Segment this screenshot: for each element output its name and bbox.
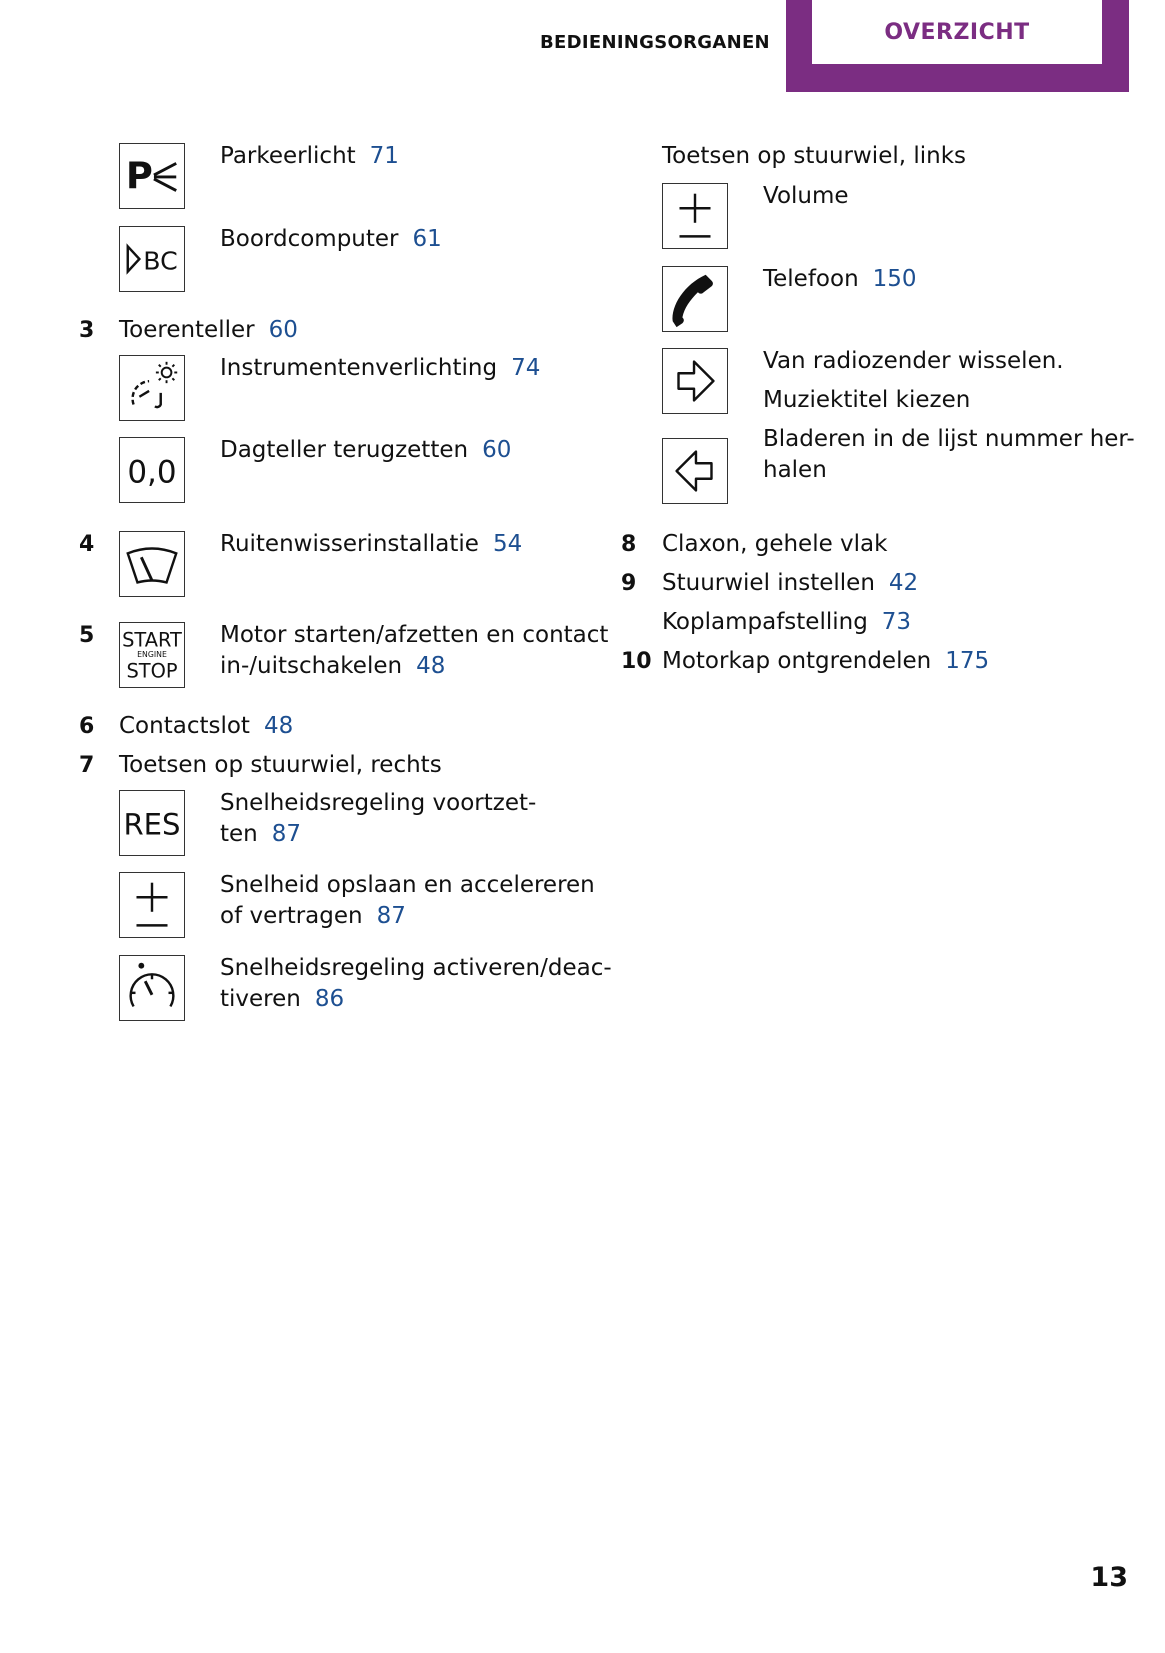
- item-number-8: 8: [621, 532, 637, 557]
- claxon-label: Claxon, gehele vlak: [662, 531, 888, 557]
- koplamp-entry: [662, 607, 911, 638]
- motorkap-label: Motorkap ontgrendelen: [662, 648, 932, 674]
- instrumentenverlichting-entry: [220, 353, 540, 384]
- telefoon-page-link[interactable]: 150: [872, 266, 917, 292]
- motorkap-page-link[interactable]: 175: [945, 648, 990, 674]
- radio-line4: halen: [763, 457, 827, 483]
- telefoon-entry: [763, 264, 917, 295]
- toerenteller-label: Toerenteller: [119, 317, 255, 343]
- toerenteller-entry: [119, 315, 298, 346]
- boordcomputer-entry: [220, 224, 442, 255]
- ruitenwisser-label: Ruitenwisserinstallatie: [220, 531, 479, 557]
- toetsen-rechts-heading: Toetsen op stuurwiel, rechts: [119, 752, 442, 778]
- ruitenwisser-entry: [220, 529, 522, 560]
- chapter-tab: [786, 0, 1129, 92]
- item-number-3: 3: [79, 318, 95, 343]
- stuurwiel-label: Stuurwiel instellen: [662, 570, 875, 596]
- item-number-10: 10: [621, 649, 652, 674]
- radio-line2: Muziektitel kiezen: [763, 387, 971, 413]
- page-number: 13: [1090, 1562, 1128, 1593]
- contactslot-entry: [119, 711, 293, 742]
- volume-icon: [662, 183, 728, 249]
- plus-minus-icon: [119, 872, 185, 938]
- item-number-4: 4: [79, 532, 95, 557]
- board-computer-icon: [119, 226, 185, 292]
- motorkap-entry: [662, 646, 989, 677]
- res-icon: [119, 790, 185, 856]
- res-icon-text: RES: [123, 807, 181, 842]
- section-label: BEDIENINGSORGANEN: [540, 32, 770, 53]
- instrumentenverlichting-label: Instrumentenverlichting: [220, 355, 498, 381]
- stuurwiel-entry: [662, 568, 918, 599]
- trip-reset-icon: [119, 437, 185, 503]
- cruise-line2: tiveren: [220, 986, 301, 1012]
- stuurwiel-page-link[interactable]: 42: [888, 570, 919, 596]
- start-stop-icon: [119, 622, 185, 688]
- start-stop-page-link[interactable]: 48: [416, 653, 446, 679]
- cruise-line1: Snelheidsregeling activeren/deac-: [220, 955, 612, 981]
- res-line1: Snelheidsregeling voortzet-: [220, 790, 537, 816]
- cruise-control-icon: [119, 955, 185, 1021]
- phone-icon: [662, 266, 728, 332]
- contactslot-label: Contactslot: [119, 713, 250, 739]
- parkeerlicht-page-link[interactable]: 71: [369, 143, 399, 169]
- dagteller-page-link[interactable]: 60: [482, 437, 512, 463]
- stop-icon-text: STOP: [126, 659, 178, 683]
- plusmin-entry: [220, 870, 595, 932]
- trip-icon-text: 0,0: [127, 454, 177, 491]
- instrument-lighting-icon: [119, 355, 185, 421]
- parking-light-icon: [119, 143, 185, 209]
- start-stop-entry: [220, 620, 608, 682]
- koplamp-label: Koplampafstelling: [662, 609, 868, 635]
- start-icon-text: START: [122, 628, 182, 652]
- radio-entry: [763, 346, 1135, 486]
- item-number-9: 9: [621, 571, 637, 596]
- toetsen-links-heading: Toetsen op stuurwiel, links: [662, 143, 967, 169]
- cruise-entry: [220, 953, 612, 1015]
- svg-text:P: P: [125, 154, 153, 198]
- bc-icon-text: BC: [143, 246, 178, 276]
- chapter-tab-inner: [812, 0, 1102, 64]
- item-number-6: 6: [79, 714, 95, 739]
- contactslot-page-link[interactable]: 48: [263, 713, 294, 739]
- cruise-page-link[interactable]: 86: [314, 986, 345, 1012]
- chapter-tab-label: OVERZICHT: [884, 19, 1030, 45]
- arrow-left-icon: [662, 438, 728, 504]
- res-page-link[interactable]: 87: [271, 821, 302, 847]
- koplamp-page-link[interactable]: 73: [881, 609, 912, 635]
- radio-line1: Van radiozender wisselen.: [763, 348, 1064, 374]
- res-entry: [220, 788, 536, 850]
- volume-label: Volume: [763, 183, 849, 209]
- plusmin-page-link[interactable]: 87: [376, 903, 406, 929]
- boordcomputer-page-link[interactable]: 61: [412, 226, 442, 252]
- plusmin-line1: Snelheid opslaan en accelereren: [220, 872, 595, 898]
- wiper-icon: [119, 531, 185, 597]
- res-line2: ten: [220, 821, 258, 847]
- start-stop-line1: Motor starten/afzetten en contact: [220, 622, 609, 648]
- dagteller-entry: [220, 435, 511, 466]
- parkeerlicht-label: Parkeerlicht: [220, 143, 356, 169]
- telefoon-label: Telefoon: [763, 266, 859, 292]
- radio-line3: Bladeren in de lijst nummer her-: [763, 426, 1135, 452]
- arrow-right-icon: [662, 348, 728, 414]
- boordcomputer-label: Boordcomputer: [220, 226, 399, 252]
- toerenteller-page-link[interactable]: 60: [268, 317, 298, 343]
- dagteller-label: Dagteller terugzetten: [220, 437, 469, 463]
- item-number-5: 5: [79, 623, 95, 648]
- parkeerlicht-entry: [220, 141, 399, 172]
- ruitenwisser-page-link[interactable]: 54: [492, 531, 523, 557]
- instrumentenverlichting-page-link[interactable]: 74: [511, 355, 541, 381]
- item-number-7: 7: [79, 753, 95, 778]
- plusmin-line2: of vertragen: [220, 903, 363, 929]
- start-stop-line2: in-/uitschakelen: [220, 653, 403, 679]
- engine-icon-text: ENGINE: [137, 649, 167, 659]
